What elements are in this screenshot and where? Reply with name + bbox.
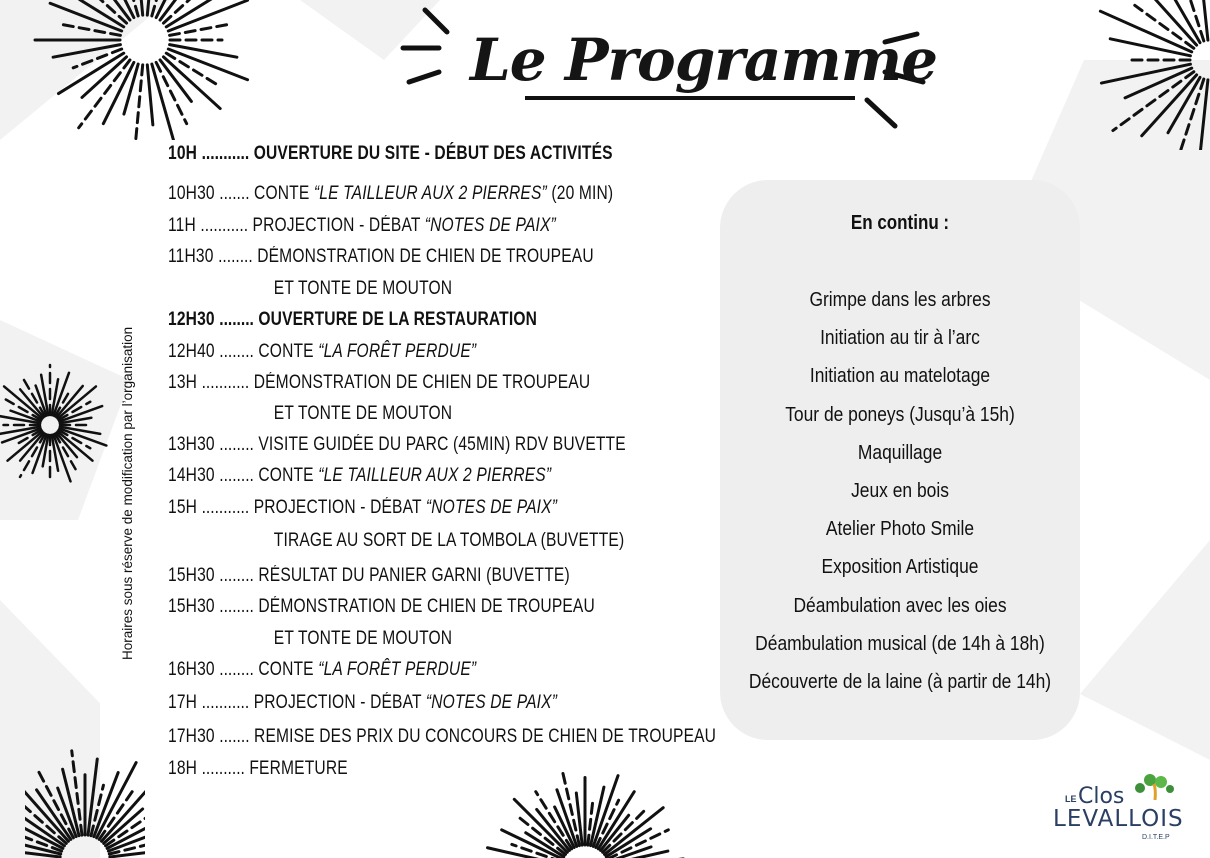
schedule-row	[168, 246, 594, 268]
schedule-dots: ........	[219, 341, 254, 362]
schedule-continuation-text: TIRAGE AU SORT DE LA TOMBOLA (BUVETTE)	[273, 530, 625, 551]
schedule-row	[168, 183, 613, 205]
side-note: Horaires sous réserve de modification par l’organisation	[120, 326, 135, 660]
schedule-text: CONTE	[258, 659, 319, 680]
schedule-row	[168, 341, 476, 363]
schedule-row	[168, 726, 716, 748]
schedule-row	[168, 372, 590, 394]
schedule-dots: ........	[219, 434, 254, 455]
schedule-text: VISITE GUIDÉE DU PARC (45MIN) RDV BUVETTE	[258, 434, 626, 455]
schedule-text: DÉMONSTRATION DE CHIEN DE TROUPEAU	[257, 246, 594, 267]
schedule-text: DÉMONSTRATION DE CHIEN DE TROUPEAU	[253, 372, 591, 393]
schedule-dots: ........	[219, 659, 254, 680]
firework-burst-icon	[0, 355, 115, 495]
schedule-time: 13H30	[168, 434, 215, 455]
firework-burst-icon	[25, 720, 145, 858]
schedule-row	[168, 659, 476, 681]
schedule-dots: ...........	[201, 372, 250, 393]
schedule-text: OUVERTURE DE LA RESTAURATION	[258, 309, 538, 330]
schedule-text: OUVERTURE DU SITE - DÉBUT DES ACTIVITÉS	[253, 143, 613, 164]
schedule-quote: “NOTES DE PAIX”	[424, 215, 556, 236]
schedule-text: PROJECTION - DÉBAT	[252, 215, 425, 236]
schedule-text: FERMETURE	[249, 758, 348, 779]
activity-item: Déambulation avec les oies	[793, 593, 1007, 617]
tree-logo-icon	[1130, 770, 1180, 800]
schedule-continuation-text: ET TONTE DE MOUTON	[273, 278, 453, 299]
activity-item: Atelier Photo Smile	[825, 517, 975, 541]
logo-name-top: Clos	[1078, 784, 1125, 809]
schedule-time: 16H30	[168, 659, 215, 680]
schedule-row	[168, 143, 613, 165]
activity-item: Maquillage	[857, 440, 943, 464]
background-shape	[1080, 540, 1210, 760]
schedule-quote: “LE TAILLEUR AUX 2 PIERRES”	[313, 183, 547, 204]
logo-prefix: LE	[1065, 794, 1077, 804]
schedule-dots: ..........	[201, 758, 245, 779]
schedule-time: 10H30	[168, 183, 215, 204]
schedule-text: REMISE DES PRIX DU CONCOURS DE CHIEN DE TROUPEAU	[254, 726, 717, 747]
schedule-dots: ........	[219, 596, 254, 617]
schedule-continuation-text: ET TONTE DE MOUTON	[273, 628, 453, 649]
schedule-time: 11H	[168, 215, 196, 236]
schedule-time: 17H30	[168, 726, 215, 747]
schedule-quote: “LA FORÊT PERDUE”	[318, 341, 477, 362]
schedule-dots: .......	[219, 183, 250, 204]
schedule-row	[168, 465, 551, 487]
schedule-dots: ...........	[201, 497, 250, 518]
schedule-time: 12H40	[168, 341, 215, 362]
activity-item: Initiation au tir à l’arc	[820, 326, 980, 350]
firework-burst-icon	[1070, 0, 1210, 150]
schedule-row	[168, 215, 556, 237]
schedule-time: 15H30	[168, 565, 215, 586]
activity-item: Exposition Artistique	[821, 555, 979, 579]
activity-item: Jeux en bois	[851, 479, 949, 502]
activity-item: Tour de poneys (Jusqu’à 15h)	[785, 402, 1015, 426]
activity-item: Déambulation musical (de 14h à 18h)	[755, 631, 1045, 655]
schedule-dots: ...........	[201, 692, 250, 713]
schedule-dots: ........	[219, 565, 254, 586]
schedule-dots: ...........	[201, 143, 250, 164]
schedule-quote: “NOTES DE PAIX”	[425, 692, 558, 713]
schedule-text: RÉSULTAT DU PANIER GARNI (BUVETTE)	[258, 565, 570, 586]
schedule-time: 10H	[168, 143, 198, 164]
schedule-dots: ........	[219, 465, 254, 486]
title-underline	[525, 96, 855, 100]
schedule-quote: “LE TAILLEUR AUX 2 PIERRES”	[318, 465, 552, 486]
schedule-row	[168, 758, 348, 780]
schedule-time: 13H	[168, 372, 198, 393]
title-block	[470, 20, 938, 110]
schedule-row	[168, 565, 570, 587]
schedule-dots: ...........	[200, 215, 249, 236]
schedule-row	[168, 309, 537, 331]
firework-burst-icon	[15, 0, 265, 140]
schedule-quote: “NOTES DE PAIX”	[425, 497, 558, 518]
schedule-dots: .......	[219, 726, 250, 747]
schedule-time: 11H30	[168, 246, 214, 267]
schedule-text: CONTE	[258, 465, 319, 486]
logo-subtitle: D.I.T.E.P	[1142, 834, 1170, 841]
firework-burst-icon	[460, 770, 720, 858]
schedule-dots: ........	[219, 309, 254, 330]
schedule-time: 15H	[168, 497, 198, 518]
activity-item: Découverte de la laine (à partir de 14h)	[748, 670, 1052, 693]
schedule-row	[168, 434, 626, 456]
schedule-time: 17H	[168, 692, 198, 713]
schedule-row	[168, 497, 557, 519]
schedule-row	[168, 692, 557, 714]
schedule-row	[168, 596, 595, 618]
schedule-text: CONTE	[254, 183, 314, 204]
page-title: Le Programme	[470, 26, 938, 94]
schedule-time: 14H30	[168, 465, 215, 486]
schedule-text: DÉMONSTRATION DE CHIEN DE TROUPEAU	[258, 596, 595, 617]
schedule-time: 12H30	[168, 309, 215, 330]
schedule-quote: “LA FORÊT PERDUE”	[318, 659, 477, 680]
schedule-text: PROJECTION - DÉBAT	[253, 497, 426, 518]
logo	[1050, 770, 1190, 850]
schedule-time: 18H	[168, 758, 198, 779]
schedule-text: PROJECTION - DÉBAT	[253, 692, 426, 713]
panel-title: En continu :	[850, 212, 950, 234]
logo-name-bottom: LEVALLOIS	[1053, 806, 1184, 832]
schedule-after: (20 MIN)	[546, 183, 614, 204]
schedule-continuation-text: ET TONTE DE MOUTON	[273, 403, 453, 424]
schedule-text: CONTE	[258, 341, 319, 362]
activity-item: Initiation au matelotage	[809, 364, 991, 388]
activity-item: Grimpe dans les arbres	[809, 288, 991, 311]
continuous-activities-panel	[720, 180, 1080, 740]
schedule-dots: ........	[218, 246, 253, 267]
schedule-time: 15H30	[168, 596, 215, 617]
